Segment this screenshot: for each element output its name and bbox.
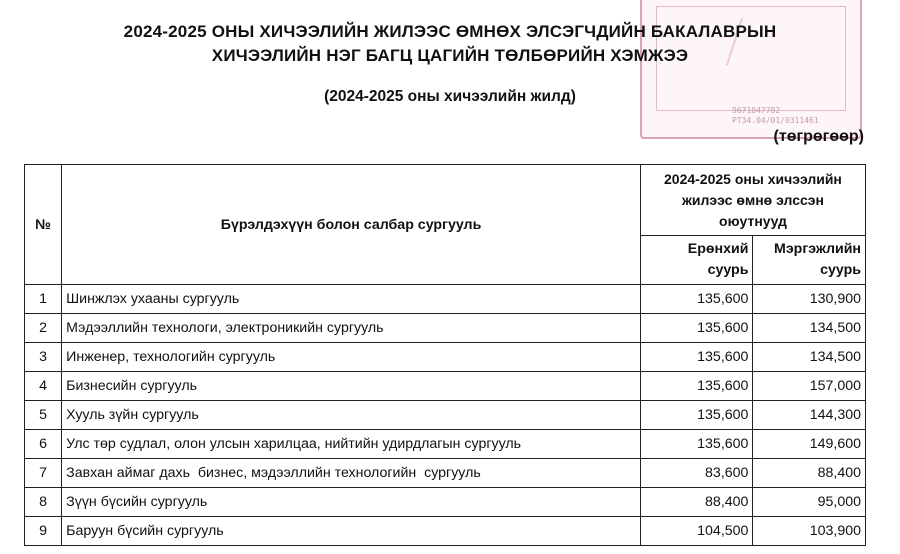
header-professional-line2: суурь xyxy=(820,262,861,278)
header-group-line1: 2024-2025 оны хичээлийн xyxy=(664,170,842,187)
row-number: 2 xyxy=(25,314,62,343)
general-fee: 135,600 xyxy=(640,314,753,343)
school-name: Хууль зүйн сургууль xyxy=(62,401,641,430)
table-row xyxy=(25,488,866,517)
row-number: 3 xyxy=(25,343,62,372)
professional-fee: 130,900 xyxy=(753,285,866,314)
header-no: № xyxy=(25,165,62,285)
general-fee: 83,600 xyxy=(640,459,753,488)
general-fee: 135,600 xyxy=(640,430,753,459)
school-name: Зүүн бүсийн сургууль xyxy=(62,488,641,517)
row-number: 4 xyxy=(25,372,62,401)
header-professional xyxy=(753,236,866,285)
header-school: Бүрэлдэхүүн болон салбар сургууль xyxy=(62,165,641,285)
general-fee: 135,600 xyxy=(640,401,753,430)
table-row xyxy=(25,343,866,372)
general-fee: 104,500 xyxy=(640,517,753,546)
official-stamp xyxy=(640,0,862,139)
header-professional-line1: Мэргэжлийн xyxy=(774,241,861,257)
row-number: 8 xyxy=(25,488,62,517)
header-general xyxy=(640,236,753,285)
professional-fee: 144,300 xyxy=(753,401,866,430)
document-title-line2: ХИЧЭЭЛИЙН НЭГ БАГЦ ЦАГИЙН ТӨЛБӨРИЙН ХЭМЖЭЭ xyxy=(211,46,689,65)
professional-fee: 134,500 xyxy=(753,314,866,343)
row-number: 1 xyxy=(25,285,62,314)
table-row xyxy=(25,285,866,314)
general-fee: 88,400 xyxy=(640,488,753,517)
professional-fee: 103,900 xyxy=(753,517,866,546)
currency-unit: (төгрөгөөр) xyxy=(773,128,864,145)
header-group-line2: жилээс өмнө элссэн xyxy=(681,191,824,208)
professional-fee: 88,400 xyxy=(753,459,866,488)
header-general-line2: суурь xyxy=(707,262,749,278)
school-name: Мэдээллийн технологи, электроникийн сургууль xyxy=(62,314,641,343)
table-row xyxy=(25,459,866,488)
row-number: 9 xyxy=(25,517,62,546)
table-row xyxy=(25,372,866,401)
professional-fee: 157,000 xyxy=(753,372,866,401)
stamp-text-2: РТ34.04/01/0311461 xyxy=(732,116,819,125)
table-row xyxy=(25,314,866,343)
tuition-table xyxy=(24,164,866,546)
school-name: Бизнесийн сургууль xyxy=(62,372,641,401)
school-name: Улс төр судлал, олон улсын харилцаа, нийтийн удирдлагын сургууль xyxy=(62,430,641,459)
table-row xyxy=(25,517,866,546)
header-general-line1: Ерөнхий xyxy=(687,241,749,257)
school-name: Завхан аймаг дахь бизнес, мэдээллийн технологийн сургууль xyxy=(62,459,641,488)
stamp-text-1: 9671047782 xyxy=(732,106,781,115)
document-subtitle: (2024-2025 оны хичээлийн жилд) xyxy=(324,88,576,105)
row-number: 5 xyxy=(25,401,62,430)
header-group xyxy=(640,165,865,236)
general-fee: 135,600 xyxy=(640,343,753,372)
row-number: 7 xyxy=(25,459,62,488)
row-number: 6 xyxy=(25,430,62,459)
professional-fee: 149,600 xyxy=(753,430,866,459)
professional-fee: 95,000 xyxy=(753,488,866,517)
table-row xyxy=(25,401,866,430)
table-row xyxy=(25,430,866,459)
header-group-line3: оюутнууд xyxy=(719,212,787,229)
school-name: Инженер, технологийн сургууль xyxy=(62,343,641,372)
professional-fee: 134,500 xyxy=(753,343,866,372)
general-fee: 135,600 xyxy=(640,285,753,314)
school-name: Баруун бүсийн сургууль xyxy=(62,517,641,546)
school-name: Шинжлэх ухааны сургууль xyxy=(62,285,641,314)
document-title-line1: 2024-2025 ОНЫ ХИЧЭЭЛИЙН ЖИЛЭЭС ӨМНӨХ ЭЛСЭГЧДИЙН БАКАЛАВРЫН xyxy=(123,22,777,41)
general-fee: 135,600 xyxy=(640,372,753,401)
